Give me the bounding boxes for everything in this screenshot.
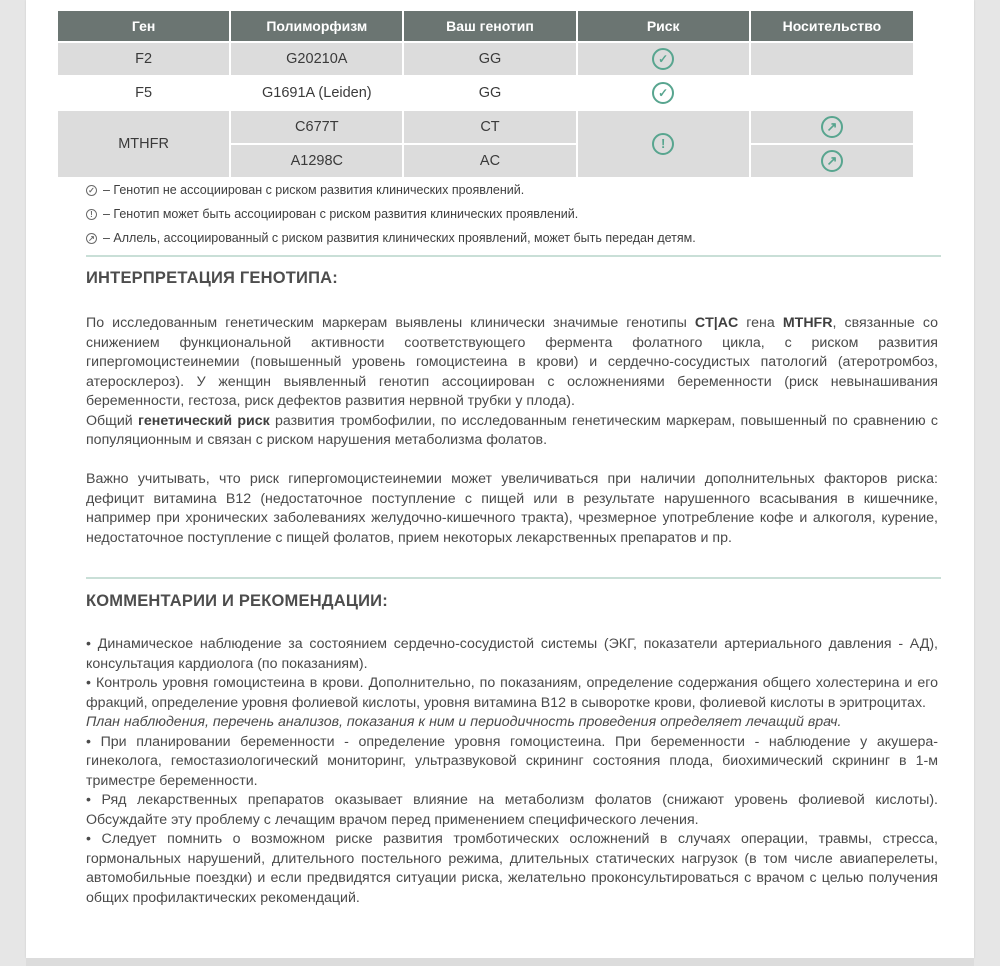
header-carrier: Носительство (751, 11, 913, 41)
cell-carrier (751, 111, 913, 143)
legend-text: – Генотип может быть ассоциирован с риском развития клинических проявлений. (103, 207, 579, 221)
comment-item: • Контроль уровня гомоцистеина в крови. Дополнительно, по показаниям, определение содержания общего холестерина и его фракций, определение уровня фолиевой кислоты, уровня витамина В12 в сыворотке крови, фолиевой кислоты в эритроцитах. (86, 675, 938, 711)
cell-genotype: GG (404, 43, 575, 75)
cell-risk (578, 43, 749, 75)
cell-polymorphism: G20210A (231, 43, 402, 75)
interpretation-text (86, 314, 938, 548)
legend-item (86, 231, 696, 245)
comment-item: • Динамическое наблюдение за состоянием сердечно-сосудистой системы (ЭКГ, показатели артериального давления - АД), консультация кардиолога (по показаниям). (86, 636, 938, 672)
section-title-interpretation: ИНТЕРПРЕТАЦИЯ ГЕНОТИПА: (86, 269, 338, 287)
legend-text: – Аллель, ассоциированный с риском развития клинических проявлений, может быть передан детям. (103, 231, 696, 245)
cell-gene: MTHFR (58, 111, 229, 177)
cell-gene: F5 (58, 77, 229, 109)
exclamation-icon: ! (86, 209, 97, 220)
legend-item (86, 207, 578, 221)
check-icon: ✓ (652, 82, 674, 104)
table-row (58, 43, 913, 75)
cell-gene: F2 (58, 43, 229, 75)
header-polymorphism: Полиморфизм (231, 11, 402, 41)
table-row (58, 111, 913, 143)
page-bottom-edge (26, 958, 974, 966)
arrow-icon: ↗ (86, 233, 97, 244)
interpretation-paragraph: Важно учитывать, что риск гипергомоцистеинемии может увеличиваться при наличии дополнительных факторов риска: дефицит витамина В12 (недостаточное поступление с пищей или в результате нарушенного всасывания в кишечнике, например при хронических заболеваниях желудочно-кишечного тракта), чрезмерное употребление кофе и алкоголя, курение, недостаточное поступление с пищей фолатов, прием некоторых лекарственных препаратов и пр. (86, 471, 938, 546)
arrow-icon: ↗ (821, 116, 843, 138)
table-header-row (58, 11, 913, 41)
section-divider (86, 577, 941, 579)
exclamation-icon: ! (652, 133, 674, 155)
comment-item: • Следует помнить о возможном риске развития тромботических осложнений в случаях операции, травмы, стресса, гормональных нарушений, длительного постельного режима, длительных статических нагрузок (в том числе авиаперелеты, автомобильные поездки) и если предвидятся ситуации риска, желательно проконсультироваться с врачом с целью получения общих профилактических рекомендаций. (86, 831, 938, 906)
cell-polymorphism: A1298C (231, 145, 402, 177)
comment-note: План наблюдения, перечень анализов, показания к ним и периодичность проведения определяет лечащий врач. (86, 714, 842, 730)
header-genotype: Ваш генотип (404, 11, 575, 41)
legend-item (86, 183, 524, 197)
cell-polymorphism: C677T (231, 111, 402, 143)
cell-genotype: AC (404, 145, 575, 177)
cell-polymorphism: G1691A (Leiden) (231, 77, 402, 109)
comments-text (86, 635, 938, 908)
cell-risk (578, 77, 749, 109)
header-risk: Риск (578, 11, 749, 41)
genotype-table (56, 9, 915, 179)
cell-carrier (751, 77, 913, 109)
cell-risk (578, 111, 749, 177)
interpretation-paragraph: Общий генетический риск развития тромбофилии, по исследованным генетическим маркерам, повышенный по сравнению с популяционным и связан с риском нарушения метаболизма фолатов. (86, 412, 938, 448)
interpretation-paragraph: По исследованным генетическим маркерам выявлены клинически значимые генотипы CT|AC гена MTHFR, связанные со снижением функциональной активности соответствующего фермента фолатного цикла, с риском развития гипергомоцистеинемии (повышенный уровень гомоцистеина в крови) и сердечно-сосудистых патологий (атеротромбоз, атеросклероз). У женщин выявленный генотип ассоциирован с осложнениями беременности (риск невынашивания беременности, гестоза, риск дефектов развития нервной трубки у плода). (86, 315, 938, 409)
header-gene: Ген (58, 11, 229, 41)
section-divider (86, 255, 941, 257)
comment-item: • При планировании беременности - определение уровня гомоцистеина. При беременности - наблюдение у акушера-гинеколога, гемостазиологический мониторинг, ультразвуковой скрининг состояния плода, биохимический скрининг в 1-м триместре беременности. (86, 733, 938, 789)
section-title-comments: КОММЕНТАРИИ И РЕКОМЕНДАЦИИ: (86, 592, 388, 610)
check-icon: ✓ (86, 185, 97, 196)
cell-genotype: GG (404, 77, 575, 109)
table-row (58, 77, 913, 109)
cell-carrier (751, 145, 913, 177)
cell-carrier (751, 43, 913, 75)
comment-item: • Ряд лекарственных препаратов оказывает влияние на метаболизм фолатов (снижают уровень фолиевой кислоты). Обсуждайте эту проблему с лечащим врачом перед применением специфического лечения. (86, 792, 938, 828)
check-icon: ✓ (652, 48, 674, 70)
arrow-icon: ↗ (821, 150, 843, 172)
legend-text: – Генотип не ассоциирован с риском развития клинических проявлений. (103, 183, 525, 197)
cell-genotype: CT (404, 111, 575, 143)
